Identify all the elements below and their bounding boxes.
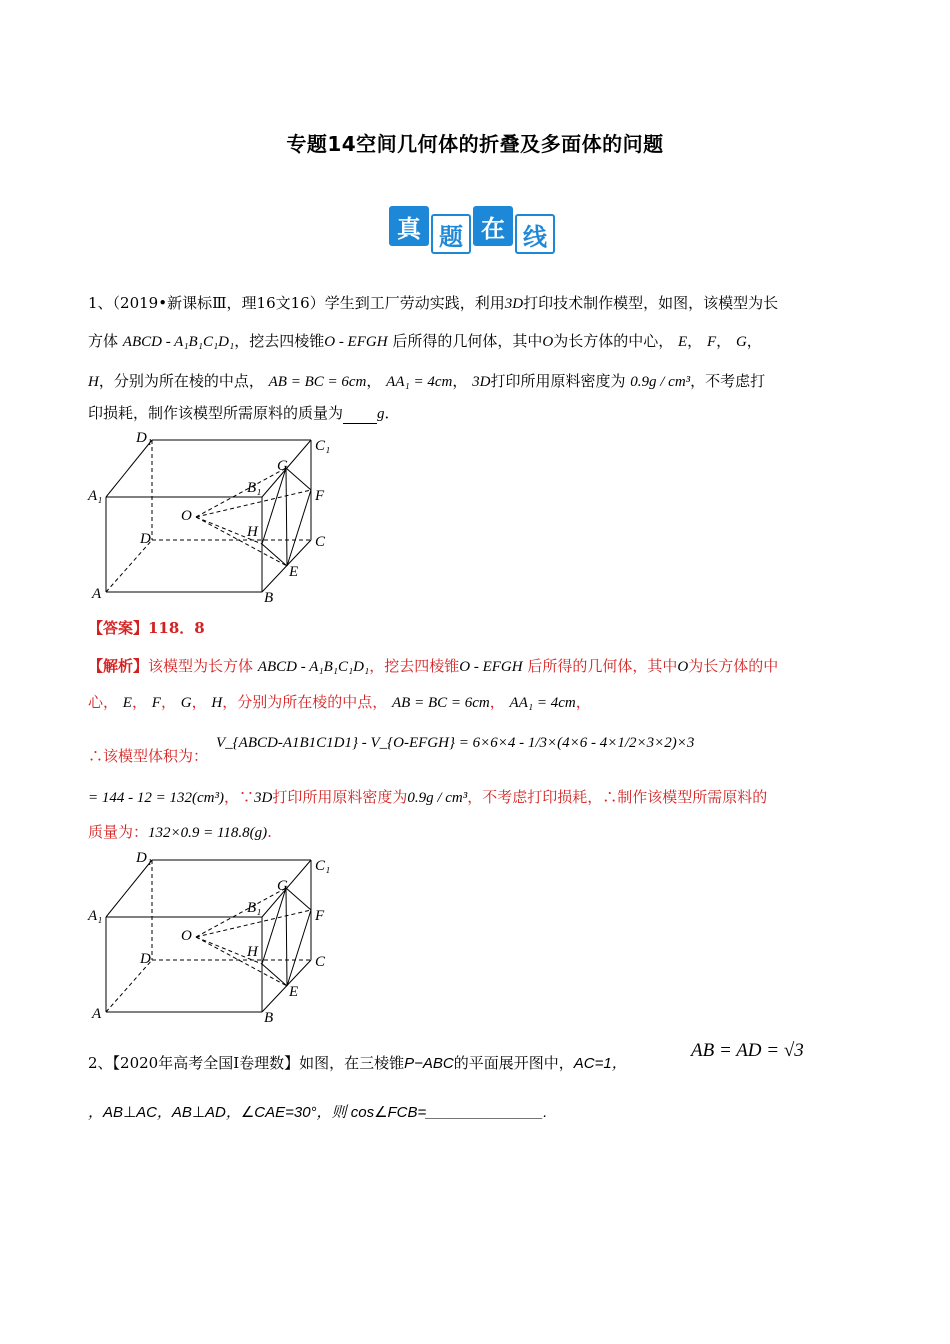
- solution-text: ，分别为所在棱的中点，: [222, 693, 388, 711]
- q1-pyramid: O - EFGH: [324, 334, 388, 350]
- q1-intro: 1、（2019•新课标Ⅲ，理16文16）学生到工厂劳动实践，利用: [88, 294, 505, 312]
- solution-density: 0.9g / cm³: [407, 790, 468, 806]
- banner-char-1: 真: [389, 206, 429, 246]
- label-B1: B₁: [247, 900, 262, 916]
- q2-intro: 2、【2020年高考全国Ⅰ卷理数】如图，在三棱锥: [88, 1054, 405, 1072]
- label-O: O: [181, 508, 192, 524]
- label-H: H: [247, 524, 258, 540]
- solution-comma: ，: [489, 693, 505, 711]
- q2-answer-blank[interactable]: ______________: [426, 1104, 544, 1121]
- label-C1: C₁: [315, 858, 331, 874]
- answer-blank[interactable]: [343, 403, 377, 424]
- q1-comma: ，: [687, 332, 703, 350]
- q1-comma: ，: [716, 332, 732, 350]
- solution-O: O: [677, 659, 689, 675]
- q1-text: 印损耗，制作该模型所需原料的质量为: [88, 404, 344, 422]
- q1-period: ．: [384, 404, 400, 422]
- banner-char-2: 题: [431, 214, 471, 254]
- solution-period: .: [267, 823, 272, 841]
- solution-ab: AB = BC = 6cm: [392, 695, 490, 711]
- solution-text: 质量为：: [88, 823, 149, 841]
- q1-E: E: [678, 334, 688, 350]
- solution-text: ∴该模型体积为：: [88, 747, 209, 765]
- q1-3d: 3D: [504, 296, 524, 312]
- solution-text: 打印所用原料密度为: [272, 788, 408, 806]
- label-G: G: [277, 878, 288, 894]
- mass-result: 132×0.9 = 118.8(g): [148, 825, 268, 841]
- cuboid-figure-solution: [86, 850, 346, 1030]
- solution-comma: ，: [575, 693, 591, 711]
- solution-E: E: [122, 695, 132, 711]
- q2-pabc: P−ABC: [404, 1055, 454, 1072]
- label-A: A: [92, 1006, 102, 1022]
- q1-aa1: AA₁ = 4cm: [386, 374, 453, 390]
- q1-comma: ，: [452, 372, 468, 390]
- label-E: E: [289, 984, 299, 1000]
- label-O: O: [181, 928, 192, 944]
- label-A1: A₁: [88, 908, 103, 924]
- q1-unit: g: [377, 406, 385, 422]
- solution-G: G: [180, 695, 192, 711]
- label-D: D: [140, 531, 151, 547]
- banner-char-4: 线: [515, 214, 555, 254]
- label-D1: D₁: [136, 850, 153, 866]
- solution-text: ，∵: [223, 788, 254, 806]
- q1-text: 后所得的几何体，其中: [392, 332, 543, 350]
- label-B1: B₁: [247, 480, 262, 496]
- solution-aa1: AA₁ = 4cm: [509, 695, 576, 711]
- solution-text: 为长方体的中: [688, 657, 779, 675]
- banner-char-3: 在: [473, 206, 513, 246]
- q1-text: 为长方体的中心，: [553, 332, 674, 350]
- label-C: C: [315, 534, 326, 550]
- solution-label: 【解析】: [88, 657, 149, 675]
- solution-cuboid: ABCD - A₁B₁C₁D₁: [257, 659, 370, 675]
- label-B: B: [264, 590, 274, 606]
- q2-conditions: ，AB⊥AC，AB⊥AD，∠CAE=30°，则 cos∠FCB=: [88, 1104, 427, 1121]
- q1-3d: 3D: [472, 374, 491, 390]
- solution-F: F: [151, 695, 161, 711]
- label-C: C: [315, 954, 326, 970]
- section-banner: [389, 206, 555, 254]
- label-D: D: [140, 951, 151, 967]
- q1-text: 打印所用原料密度为: [490, 372, 626, 390]
- q1-cuboid: ABCD - A₁B₁C₁D₁: [122, 334, 235, 350]
- solution-3d: 3D: [253, 790, 273, 806]
- solution-text: 该模型为长方体: [148, 657, 254, 675]
- q2-abad: AB = AD = √3: [691, 1040, 804, 1061]
- label-C1: C₁: [315, 438, 331, 454]
- label-G: G: [277, 458, 288, 474]
- q1-comma: ，: [746, 332, 762, 350]
- q1-intro-b: 打印技术制作模型，如图，该模型为长: [523, 294, 779, 312]
- solution-text: ，不考虑打印损耗，∴制作该模型所需原料的: [467, 788, 768, 806]
- solution-H: H: [211, 695, 223, 711]
- q1-ab: AB = BC = 6cm: [268, 374, 367, 390]
- q1-O: O: [542, 334, 554, 350]
- q1-text: ，不考虑打: [690, 372, 766, 390]
- q1-text: ，分别为所在棱的中点，: [98, 372, 264, 390]
- solution-comma: ，: [131, 693, 147, 711]
- volume-formula-text: V_{ABCD-A1B1C1D1} - V_{O-EFGH} = 6×6×4 - 1/3×(4×6 - 4×1/2×3×2)×3: [216, 735, 695, 751]
- q2-text: 的平面展开图中，: [453, 1054, 574, 1072]
- q2-ac: AC=1，: [573, 1055, 627, 1072]
- label-B: B: [264, 1010, 274, 1026]
- page-title: 专题14空间几何体的折叠及多面体的问题: [286, 132, 664, 156]
- label-A: A: [92, 586, 102, 602]
- label-H: H: [247, 944, 258, 960]
- q1-G: G: [735, 334, 747, 350]
- label-F: F: [315, 908, 325, 924]
- solution-comma: ，: [160, 693, 176, 711]
- solution-text: 心，: [88, 693, 119, 711]
- solution-comma: ，: [191, 693, 207, 711]
- q1-density: 0.9g / cm³: [630, 374, 691, 390]
- answer-line: 【答案】118．8: [88, 619, 205, 637]
- label-F: F: [315, 488, 325, 504]
- label-D1: D₁: [136, 430, 153, 446]
- q1-H: H: [88, 374, 99, 390]
- solution-pyramid: O - EFGH: [459, 659, 523, 675]
- volume-result: = 144 - 12 = 132(cm³): [88, 790, 224, 806]
- q2-end: .: [543, 1104, 548, 1121]
- q1-text: 方体: [88, 332, 119, 350]
- q1-text: ，挖去四棱锥: [234, 332, 325, 350]
- label-E: E: [289, 564, 299, 580]
- solution-text: 后所得的几何体，其中: [527, 657, 678, 675]
- solution-text: ，挖去四棱锥: [369, 657, 460, 675]
- label-A1: A₁: [88, 488, 103, 504]
- volume-formula: [216, 732, 694, 753]
- cuboid-figure: [86, 430, 346, 610]
- q1-F: F: [706, 334, 717, 350]
- q1-comma: ，: [366, 372, 382, 390]
